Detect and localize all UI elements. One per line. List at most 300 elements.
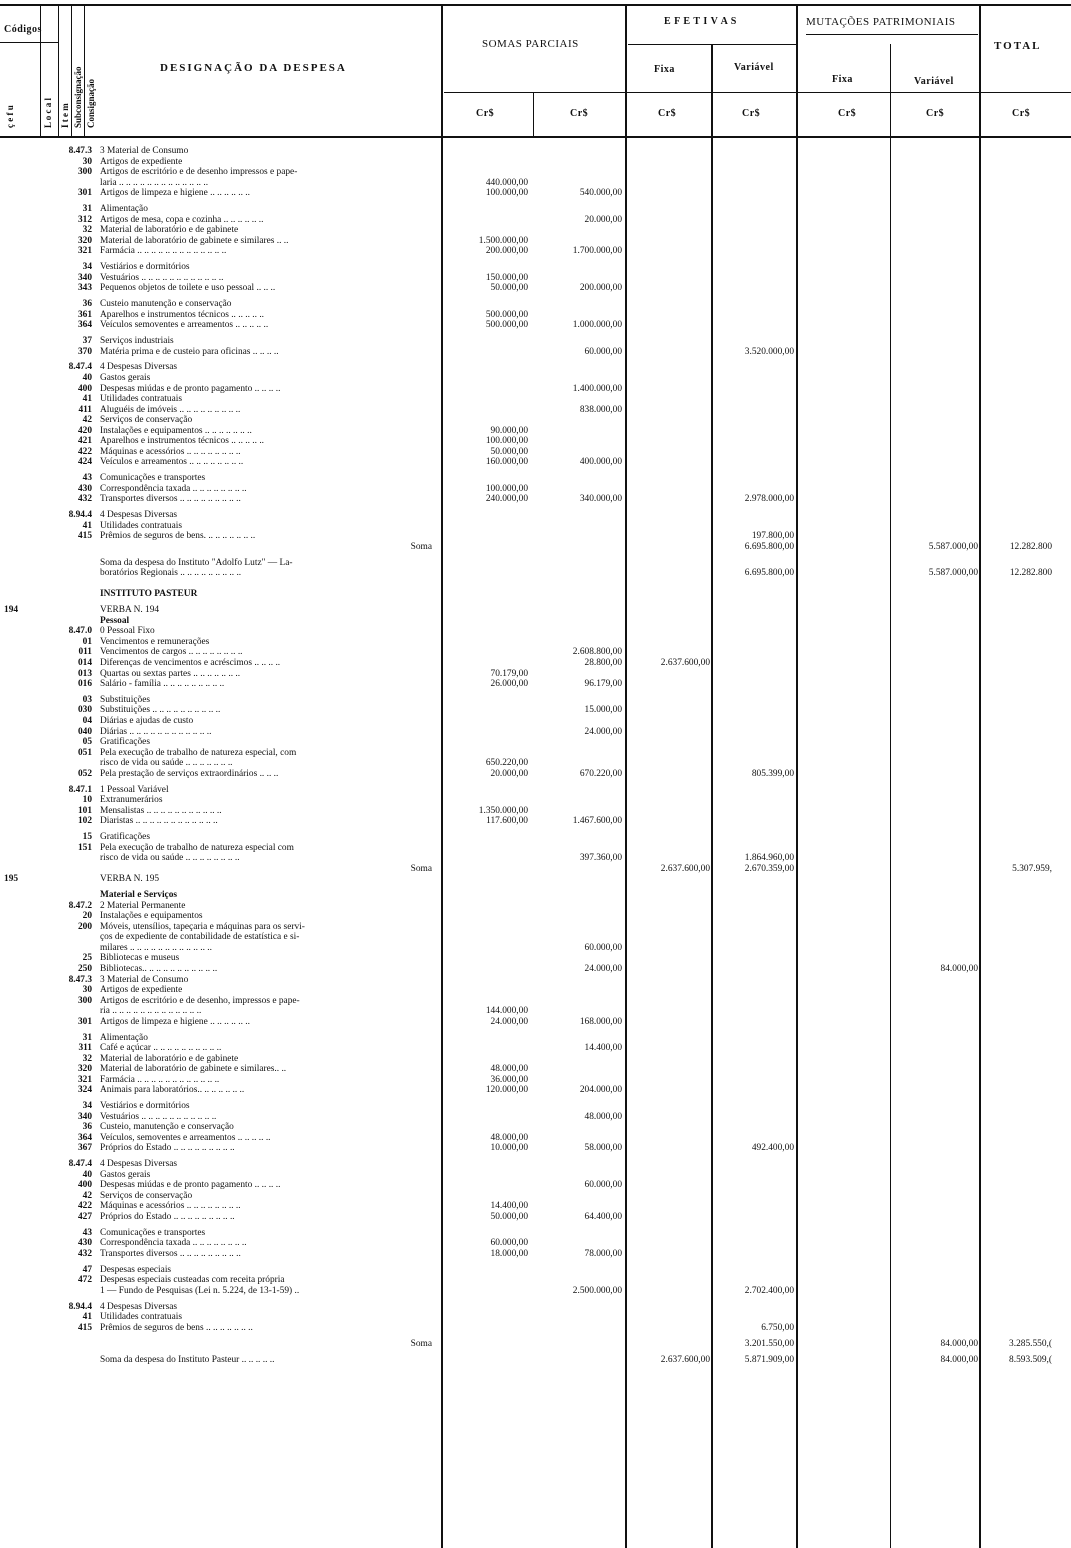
row-code: 472 (77, 1275, 92, 1286)
row-code: 364 (77, 320, 92, 331)
budget-row (0, 447, 1071, 457)
budget-row (0, 1323, 1071, 1333)
row-code: 40 (82, 373, 92, 383)
row-description: Veículos, semoventes e arreamentos .. .. .. .. .. (100, 1132, 271, 1143)
budget-row (0, 283, 1071, 293)
amount-c7: 12.282.800 (1009, 568, 1052, 579)
row-description: laria .. .. .. .. .. .. .. .. .. .. .. .. .. (100, 177, 209, 188)
row-description: Gastos gerais (100, 373, 151, 383)
row-description: Material de laboratório de gabinete e similares.. .. (100, 1064, 287, 1075)
amount-c1: 160.000,00 (485, 457, 528, 468)
amount-c1: 117.600,00 (486, 816, 528, 827)
amount-c1: 20.000,00 (490, 768, 528, 779)
row-description: Pessoal (100, 615, 130, 626)
row-description: Veículos e arreamentos .. .. .. .. .. .. .. .. (100, 457, 244, 468)
row-code: 432 (77, 494, 92, 505)
row-code: 052 (77, 768, 92, 779)
budget-row (0, 911, 1071, 921)
budget-row (0, 167, 1071, 177)
row-code: 432 (77, 1248, 92, 1259)
efetivas-variavel-header: Variável (734, 62, 774, 73)
budget-row (0, 484, 1071, 494)
amount-c2: 204.000,00 (579, 1085, 622, 1096)
row-description: Despesas miúdas e de pronto pagamento .. .. .. .. (100, 1180, 281, 1191)
budget-row (0, 299, 1071, 309)
row-code: 013 (77, 668, 92, 679)
budget-row (0, 637, 1071, 647)
row-description: Transportes diversos .. .. .. .. .. .. .. .. .. (100, 494, 241, 505)
amount-c2: 24.000,00 (584, 964, 622, 974)
row-code: 8.47.4 (68, 1159, 92, 1170)
row-code: 411 (78, 404, 92, 415)
row-code: 194 (4, 605, 19, 616)
budget-row (0, 1017, 1071, 1027)
row-description: Vestiários e dormitórios (100, 262, 190, 273)
row-description: Vestiários e dormitórios (100, 1101, 190, 1112)
budget-row (0, 1228, 1071, 1238)
budget-row (0, 769, 1071, 779)
budget-row (0, 320, 1071, 330)
row-description: Diárias .. .. .. .. .. .. .. .. .. .. .. .. (100, 726, 212, 737)
row-description: Instalações e equipamentos .. .. .. .. .. .. .. (100, 425, 252, 436)
budget-row (0, 1033, 1071, 1043)
row-code: 301 (77, 188, 92, 199)
row-code: 47 (82, 1264, 92, 1275)
budget-row (0, 178, 1071, 188)
row-description: milares .. .. .. .. .. .. .. .. .. .. .. .. (100, 942, 212, 953)
row-description: Despesas miúdas e de pronto pagamento .. .. .. .. (100, 383, 281, 394)
row-code: 011 (78, 647, 92, 658)
row-code: 415 (77, 531, 92, 542)
row-description: Vestuários .. .. .. .. .. .. .. .. .. .. .. (100, 1111, 217, 1122)
row-description: 4 Despesas Diversas (100, 1301, 178, 1312)
budget-row (0, 347, 1071, 357)
row-description: Comunicações e transportes (100, 473, 206, 484)
row-code: 42 (82, 1190, 92, 1201)
row-code: 340 (77, 1111, 92, 1122)
total-header: TOTAL (994, 40, 1042, 52)
row-description: Gratificações (100, 832, 150, 843)
budget-row (0, 436, 1071, 446)
budget-row (0, 996, 1071, 1006)
row-description: Instalações e equipamentos (100, 911, 203, 922)
amount-c1: 100.000,00 (485, 483, 528, 494)
amount-c6: 84.000,00 (940, 1338, 978, 1349)
budget-row (0, 901, 1071, 911)
code-abbrev-header: ç e f u (5, 105, 15, 128)
budget-row (0, 1265, 1071, 1275)
row-description: Prêmios de seguros de bens. .. .. .. .. .. .. .. (100, 531, 256, 542)
budget-row (0, 236, 1071, 246)
row-code: 34 (82, 262, 92, 273)
row-description: Artigos de expediente (100, 985, 183, 996)
row-code: 8.47.2 (68, 900, 92, 911)
row-code: 8.47.3 (68, 146, 92, 156)
budget-row (0, 832, 1071, 842)
row-description: Aparelhos e instrumentos técnicos .. .. .. .. .. (100, 309, 265, 320)
amount-c3: 2.637.600,00 (660, 657, 710, 668)
row-description: risco de vida ou saúde .. .. .. .. .. .. .. .. (100, 853, 240, 864)
row-code: 36 (82, 1122, 92, 1133)
row-description: Soma da despesa do Instituto "Adolfo Lutz" — La- (100, 557, 293, 568)
row-description: Vencimentos e remunerações (100, 636, 210, 647)
row-description: Artigos de escritório e de desenho impressos e pape- (100, 167, 298, 178)
currency-rule (444, 92, 1071, 93)
row-code: 41 (82, 520, 92, 531)
row-description: Substituições .. .. .. .. .. .. .. .. .. .. (100, 705, 221, 716)
budget-row (0, 1043, 1071, 1053)
budget-row (0, 975, 1071, 985)
row-code: 8.47.0 (68, 626, 92, 637)
amount-c2: 540.000,00 (579, 188, 622, 199)
budget-row (0, 415, 1071, 425)
row-description: Animais para laboratórios.. .. .. .. .. .. .. (100, 1085, 245, 1096)
amount-c6: 84.000,00 (940, 964, 978, 974)
row-code: 040 (77, 726, 92, 737)
row-code: 8.47.3 (68, 974, 92, 985)
row-code: 15 (82, 832, 92, 843)
row-description: Serviços de conservação (100, 415, 193, 426)
amount-c2: 1.700.000,00 (572, 246, 622, 257)
budget-row (0, 853, 1071, 863)
budget-row (0, 816, 1071, 826)
row-description: 2 Material Permanente (100, 900, 186, 911)
amount-c1: 500.000,00 (485, 320, 528, 331)
row-code: 20 (82, 911, 92, 922)
row-code: 424 (77, 457, 92, 468)
row-description: Máquinas e acessórios .. .. .. .. .. .. .. .. (100, 446, 241, 457)
budget-row (0, 737, 1071, 747)
row-code: 361 (77, 309, 92, 320)
amount-c2: 58.000,00 (584, 1143, 622, 1154)
row-code: 10 (82, 795, 92, 806)
row-code: 32 (82, 225, 92, 236)
row-description: Utilidades contratuais (100, 1312, 183, 1323)
row-description: Utilidades contratuais (100, 520, 183, 531)
budget-row (0, 204, 1071, 214)
amount-c1: 240.000,00 (485, 494, 528, 505)
budget-row (0, 426, 1071, 436)
budget-row (0, 246, 1071, 256)
budget-row (0, 531, 1071, 541)
row-description: 1 Pessoal Variável (100, 784, 169, 795)
amount-c2: 1.400.000,00 (572, 383, 622, 394)
row-description: Material de laboratório de gabinete e similares .. .. (100, 235, 289, 246)
budget-row (0, 716, 1071, 726)
row-description: Próprios do Estado .. .. .. .. .. .. .. .. .. (100, 1212, 235, 1222)
row-code: 41 (82, 1312, 92, 1323)
budget-row (0, 1180, 1071, 1190)
row-code: 320 (77, 1064, 92, 1075)
row-code: 37 (82, 336, 92, 346)
amount-c1: 650.220,00 (485, 758, 528, 769)
row-code: 32 (82, 1053, 92, 1064)
budget-row (0, 695, 1071, 705)
budget-row (0, 748, 1071, 758)
row-code: 427 (77, 1212, 92, 1222)
row-description: Soma da despesa do Instituto Pasteur .. .. .. .. .. (100, 1354, 275, 1365)
row-description: Alimentação (100, 204, 148, 215)
row-description: VERBA N. 194 (100, 605, 160, 616)
budget-row (0, 1064, 1071, 1074)
amount-c2: 20.000,00 (584, 214, 622, 225)
mutacoes-variavel-header: Variável (914, 76, 954, 87)
row-code: 400 (77, 383, 92, 394)
budget-row (0, 1275, 1071, 1285)
header-bottom-rule (0, 136, 1071, 138)
amount-c4: 2.702.400,00 (744, 1285, 794, 1296)
budget-row (0, 922, 1071, 932)
row-code: 250 (77, 964, 92, 974)
amount-c2: 60.000,00 (584, 942, 622, 953)
row-description: Material de laboratório e de gabinete (100, 225, 239, 236)
amount-c1: 70.179,00 (490, 668, 528, 679)
row-description: Serviços industriais (100, 336, 174, 346)
row-code: 415 (77, 1322, 92, 1333)
budget-row (0, 1143, 1071, 1153)
row-code: 8.47.1 (68, 784, 92, 795)
row-description: Prêmios de seguros de bens .. .. .. .. .. .. .. (100, 1322, 253, 1333)
amount-c4: 197.800,00 (751, 531, 794, 542)
budget-row (0, 1054, 1071, 1064)
row-description: risco de vida ou saúde .. .. .. .. .. .. .. (100, 758, 233, 769)
currency-header-2: Cr$ (570, 108, 589, 119)
amount-c1: 26.000,00 (490, 679, 528, 689)
budget-row (0, 1312, 1071, 1322)
budget-row (0, 188, 1071, 198)
row-code: 300 (77, 167, 92, 178)
budget-row (0, 384, 1071, 394)
budget-row (0, 1238, 1071, 1248)
amount-c1: 50.000,00 (490, 1212, 528, 1222)
row-description: Artigos de limpeza e higiene .. .. .. .. .. .. (100, 188, 250, 199)
budget-row (0, 262, 1071, 272)
mutacoes-fixa-header: Fixa (832, 74, 853, 85)
row-code: 051 (77, 747, 92, 758)
row-description: Móveis, utensílios, tapeçaria e máquinas para os servi- (100, 921, 305, 932)
budget-row (0, 1212, 1071, 1222)
row-code: 420 (77, 425, 92, 436)
row-description: Artigos de expediente (100, 156, 183, 167)
row-description: Farmácia .. .. .. .. .. .. .. .. .. .. .. .. (100, 1074, 220, 1085)
row-description: Aparelhos e instrumentos técnicos .. .. .. .. .. (100, 436, 265, 447)
row-description: INSTITUTO PASTEUR (100, 589, 198, 600)
row-description: 3 Material de Consumo (100, 974, 189, 985)
amount-c2: 60.000,00 (584, 346, 622, 357)
currency-header-6: Cr$ (926, 108, 945, 119)
efetivas-fixa-header: Fixa (654, 64, 675, 75)
row-code: 25 (82, 953, 92, 964)
row-code: 101 (77, 805, 92, 816)
row-description: Diferenças de vencimentos e acréscimos .. .. .. .. (100, 657, 281, 668)
amount-c4: 6.695.800,00 (744, 568, 794, 579)
row-description: Correspondência taxada .. .. .. .. .. .. .. .. (100, 483, 247, 494)
amount-c2: 168.000,00 (579, 1016, 622, 1027)
codigos-header: Códigos (4, 24, 42, 35)
codes-rule (0, 42, 58, 43)
budget-row (0, 473, 1071, 483)
amount-c6: 84.000,00 (940, 1354, 978, 1365)
row-code: 01 (82, 636, 92, 647)
budget-row (0, 1075, 1071, 1085)
row-code: 102 (77, 816, 92, 827)
row-code: 31 (82, 204, 92, 215)
row-code: 05 (82, 737, 92, 748)
budget-row (0, 727, 1071, 737)
row-description: Diaristas .. .. .. .. .. .. .. .. .. .. .. .. (100, 816, 218, 827)
amount-c1: 36.000,00 (490, 1074, 528, 1085)
budget-row (0, 932, 1071, 942)
amount-c2: 397.360,00 (579, 853, 622, 864)
row-description: Veículos semoventes e arreamentos .. .. .. .. .. (100, 320, 269, 331)
row-description: Despesas especiais custeadas com receita própria (100, 1275, 285, 1286)
row-description: Utilidades contratuais (100, 394, 183, 405)
amount-c1: 48.000,00 (490, 1132, 528, 1143)
row-code: 422 (77, 1201, 92, 1212)
currency-header-5: Cr$ (838, 108, 857, 119)
amount-c4: 6.695.800,00 (744, 541, 794, 552)
efetivas-header: E F E T I V A S (664, 16, 737, 27)
row-code: 195 (4, 874, 19, 885)
row-code: 030 (77, 705, 92, 716)
budget-row (0, 1339, 1071, 1349)
amount-c3: 2.637.600,00 (660, 863, 710, 874)
budget-row (0, 1302, 1071, 1312)
budget-row (0, 494, 1071, 504)
row-code: 321 (77, 1074, 92, 1085)
amount-c4: 2.978.000,00 (744, 494, 794, 505)
budget-row (0, 1355, 1071, 1365)
row-description: 4 Despesas Diversas (100, 1159, 178, 1170)
row-description: Gratificações (100, 737, 150, 748)
budget-row (0, 964, 1071, 974)
row-description: Artigos de escritório e de desenho, impressos e pape- (100, 995, 300, 1006)
row-description: Substituições (100, 694, 151, 705)
amount-c2: 200.000,00 (579, 283, 622, 294)
amount-c2: 1.000.000,00 (572, 320, 622, 331)
amount-c1: 60.000,00 (490, 1238, 528, 1249)
budget-row (0, 273, 1071, 283)
amount-c4: 1.864.960,00 (744, 853, 794, 864)
amount-c1: 440.000,00 (485, 177, 528, 188)
amount-c2: 2.608.800,00 (572, 647, 622, 658)
budget-row (0, 669, 1071, 679)
amount-c6: 5.587.000,00 (928, 568, 978, 579)
row-code: 430 (77, 1238, 92, 1249)
budget-row (0, 1170, 1071, 1180)
amount-c2: 96.179,00 (584, 679, 622, 689)
budget-row (0, 1249, 1071, 1259)
amount-c1: 50.000,00 (490, 446, 528, 457)
row-code: 422 (77, 446, 92, 457)
budget-row (0, 542, 1071, 552)
currency-header-4: Cr$ (742, 108, 761, 119)
row-description: Custeio manutenção e conservação (100, 299, 232, 310)
amount-c7: 12.282.800 (1009, 541, 1052, 552)
amount-c4: 6.750,00 (761, 1322, 794, 1333)
row-code: 367 (77, 1143, 92, 1154)
amount-c2: 60.000,00 (584, 1180, 622, 1191)
budget-row (0, 1286, 1071, 1296)
row-code: 321 (77, 246, 92, 257)
amount-c1: 48.000,00 (490, 1064, 528, 1075)
budget-row (0, 890, 1071, 900)
amount-c1: 144.000,00 (485, 1006, 528, 1017)
budget-row (0, 616, 1071, 626)
row-code: 301 (77, 1016, 92, 1027)
amount-c2: 24.000,00 (584, 726, 622, 737)
row-code: 300 (77, 995, 92, 1006)
amount-c1: 14.400,00 (490, 1201, 528, 1212)
soma-label: Soma (410, 541, 432, 552)
item-header: I t e m (60, 103, 70, 128)
budget-row (0, 157, 1071, 167)
amount-c2: 28.800,00 (584, 657, 622, 668)
row-description: 3 Material de Consumo (100, 146, 189, 156)
amount-c1: 100.000,00 (485, 188, 528, 199)
budget-row (0, 521, 1071, 531)
row-code: 04 (82, 716, 92, 726)
amount-c1: 24.000,00 (490, 1016, 528, 1027)
budget-row (0, 394, 1071, 404)
row-code: 8.47.4 (68, 362, 92, 373)
budget-row (0, 985, 1071, 995)
row-description: VERBA N. 195 (100, 874, 160, 885)
budget-row (0, 943, 1071, 953)
budget-row (0, 362, 1071, 372)
budget-row (0, 647, 1071, 657)
row-code: 43 (82, 1227, 92, 1238)
row-description: Artigos de limpeza e higiene .. .. .. .. .. .. (100, 1016, 250, 1027)
amount-c1: 100.000,00 (485, 436, 528, 447)
amount-c3: 2.637.600,00 (660, 1354, 710, 1365)
row-code: 320 (77, 235, 92, 246)
row-description: Custeio, manutenção e conservação (100, 1122, 234, 1133)
row-description: Correspondência taxada .. .. .. .. .. .. .. .. (100, 1238, 247, 1249)
amount-c4: 2.670.359,00 (744, 863, 794, 874)
amount-c1: 150.000,00 (485, 272, 528, 283)
row-description: Salário - família .. .. .. .. .. .. .. .. .. (100, 679, 225, 689)
budget-row (0, 806, 1071, 816)
row-code: 43 (82, 473, 92, 484)
budget-row (0, 1122, 1071, 1132)
currency-header-7: Cr$ (1012, 108, 1031, 119)
row-description: Diárias e ajudas de custo (100, 716, 194, 726)
row-code: 016 (77, 679, 92, 689)
amount-c1: 10.000,00 (490, 1143, 528, 1154)
budget-row (0, 457, 1071, 467)
row-description: 0 Pessoal Fixo (100, 626, 155, 637)
mutacoes-rule (806, 34, 978, 35)
budget-row (0, 1101, 1071, 1111)
row-description: 4 Despesas Diversas (100, 510, 178, 521)
row-code: 34 (82, 1101, 92, 1112)
budget-row (0, 679, 1071, 689)
budget-row (0, 1112, 1071, 1122)
row-description: Bibliotecas.. .. .. .. .. .. .. .. .. .. .. (100, 964, 218, 974)
row-description: Pela execução de trabalho de natureza especial com (100, 842, 294, 853)
amount-c2: 400.000,00 (579, 457, 622, 468)
row-description: Pequenos objetos de toilete e uso pessoal .. .. .. (100, 283, 276, 294)
budget-row (0, 1133, 1071, 1143)
row-code: 8.94.4 (68, 1301, 92, 1312)
row-code: 421 (77, 436, 92, 447)
row-code: 36 (82, 299, 92, 310)
row-code: 370 (77, 346, 92, 357)
amount-c1: 18.000,00 (490, 1248, 528, 1259)
row-description: Quartas ou sextas partes .. .. .. .. .. .. .. (100, 668, 241, 679)
row-description: 4 Despesas Diversas (100, 362, 178, 373)
